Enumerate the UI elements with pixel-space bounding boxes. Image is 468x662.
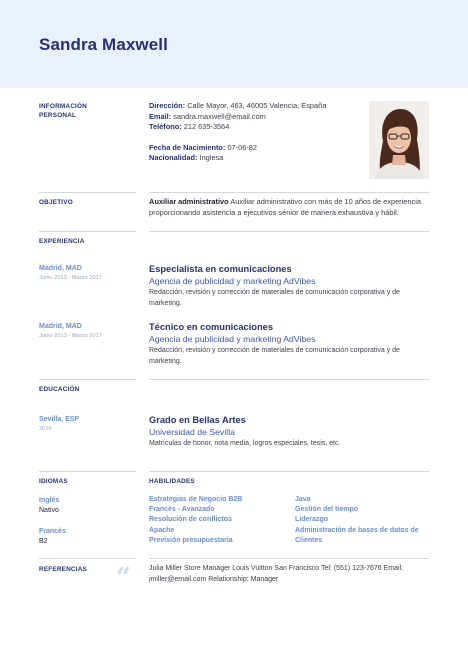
reference-text: Julia Miller Store Manager Louis Vuitton San Francisco Tel: (551) 123-7676 Email: jmiller@email.com Relationship: Manager (149, 565, 404, 583)
quote-icon: “ (116, 563, 131, 593)
skill-item: Administración de bases de datos de Clientes (295, 526, 419, 544)
job-title: Especialista en comunicaciones (149, 264, 292, 274)
job-dates: Junio 2013 - Marzo 2017 (39, 333, 102, 339)
job-description: Redacción, revisión y corrección de materiales de comunicación corporativa y de marketing. (149, 289, 400, 307)
section-label-education: EDUCACIÓN (39, 386, 80, 393)
birth-label: Fecha de Nacimiento: (149, 142, 226, 152)
education-year: 2010 (39, 426, 52, 432)
skill-item: Francés - Avanzado (149, 506, 215, 514)
education-location: Sevilla, ESP (39, 416, 80, 423)
education-degree: Grado en Bellas Artes (149, 415, 246, 425)
section-label-references: REFERENCIAS (39, 566, 88, 573)
nationality-label: Nacionalidad: (149, 153, 198, 162)
divider-right (149, 231, 429, 232)
job-location: Madrid, MAD (39, 323, 82, 330)
skill-item: Apache (149, 526, 175, 534)
language-name: Inglés (39, 497, 60, 504)
personal-details (149, 101, 364, 164)
language-level: B2 (39, 538, 48, 545)
language-level: Nativo (39, 507, 59, 514)
objective-body: Auxiliar administrativo con más de 10 años de experiencia proporcionando asistencia a ejecutivos sénior de manera exhaustiva y hábil. (149, 197, 421, 217)
skill-item: Estrategias de Negocio B2B (149, 496, 243, 503)
nationality-value: Inglesa (197, 153, 224, 162)
divider-left (39, 558, 136, 559)
section-label-languages: IDIOMAS (39, 478, 68, 485)
profile-photo (369, 101, 429, 179)
objective-text (149, 197, 429, 218)
divider-left (39, 192, 136, 193)
email-value[interactable]: sandra.maxwell@email.com (171, 111, 266, 121)
divider-right (149, 192, 429, 193)
divider-left (39, 231, 136, 232)
job-title: Técnico en comunicaciones (149, 322, 273, 332)
skills-column-2 (295, 495, 429, 546)
language-name: Francés (39, 528, 66, 535)
divider-right (149, 379, 429, 380)
skills-column-1 (149, 495, 289, 546)
skill-item: Gestión del tiempo (295, 506, 359, 514)
job-location: Madrid, MAD (39, 265, 82, 272)
job-company: Agencia de publicidad y marketing AdVibes (149, 276, 316, 286)
address-label: Dirección: (149, 101, 186, 110)
skill-item: Java (295, 496, 311, 503)
divider-left (39, 471, 136, 472)
candidate-name: Sandra Maxwell (39, 35, 168, 54)
objective-title: Auxiliar administrativo (149, 197, 229, 206)
divider-right (149, 558, 429, 559)
section-label-skills: HABILIDADES (149, 478, 195, 485)
job-description: Redacción, revisión y corrección de materiales de comunicación corporativa y de marketing. (149, 347, 400, 365)
education-school: Universidad de Sevilla (149, 427, 235, 437)
birth-value: 07-06-82 (225, 142, 258, 152)
section-label-experience: EXPERIENCIA (39, 238, 85, 245)
divider-left (39, 379, 136, 380)
job-dates: Junio 2013 - Marzo 2017 (39, 275, 102, 281)
section-label-personal: INFORMACIÓN PERSONAL (39, 103, 87, 119)
phone-label: Teléfono: (149, 122, 182, 131)
section-label-objective: OBJETIVO (39, 199, 73, 206)
education-description: Matrículas de honor, nota media, logros especiales, tesis, etc. (149, 440, 341, 447)
skill-item: Liderazgo (295, 516, 329, 524)
email-label: Email: (149, 111, 172, 121)
skill-item: Resolución de conflictos (149, 516, 232, 524)
job-company: Agencia de publicidad y marketing AdVibes (149, 334, 316, 344)
address-value: Calle Mayor, 463, 46005 Valencia, España (185, 101, 327, 110)
divider-right (149, 471, 429, 472)
phone-value: 212 635-3564 (181, 122, 230, 131)
skill-item: Previsión presupuestaria (149, 536, 233, 544)
